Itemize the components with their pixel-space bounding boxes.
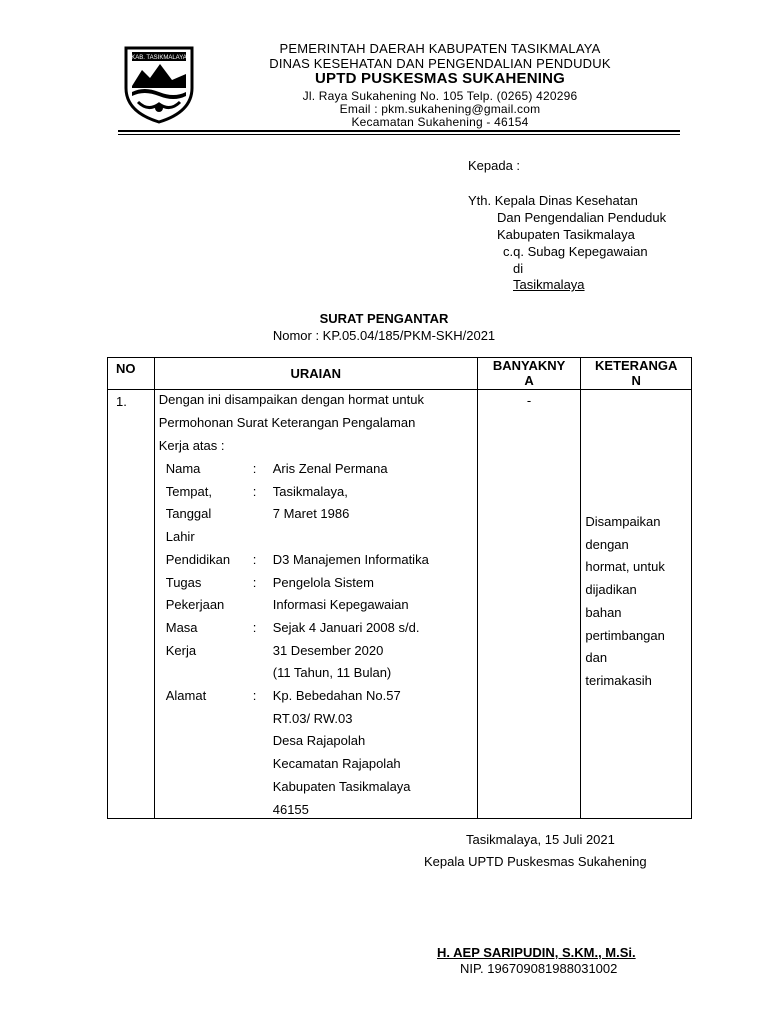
recipient-city: Tasikmalaya — [513, 277, 585, 292]
field-label: Masa — [165, 619, 198, 635]
row-number: 1. — [108, 390, 155, 819]
table-row — [108, 390, 692, 819]
row-uraian — [154, 390, 477, 819]
letter-heading: SURAT PENGANTAR — [319, 311, 449, 326]
header-uraian: URAIAN — [154, 358, 477, 390]
field-value: Kecamatan Rajapolah — [272, 756, 401, 772]
svg-text:KAB. TASIKMALAYA: KAB. TASIKMALAYA — [131, 55, 187, 61]
recipient-line2: Dan Pengendalian Penduduk — [497, 210, 667, 225]
field-colon: : — [252, 483, 257, 499]
field-value: RT.03/ RW.03 — [272, 710, 353, 726]
kop-district: Kecamatan Sukahening - 46154 — [351, 115, 529, 129]
recipient-line5: di — [513, 261, 524, 276]
field-colon: : — [252, 688, 257, 703]
field-label: Tugas — [165, 574, 202, 590]
field-label: Tanggal — [165, 506, 212, 522]
keterangan-line: dijadikan — [585, 582, 637, 598]
signer-position: Kepala UPTD Puskesmas Sukahening — [424, 854, 647, 869]
kop-rule-thick — [118, 130, 680, 132]
place-date: Tasikmalaya, 15 Juli 2021 — [466, 832, 615, 847]
letter-table — [107, 357, 692, 819]
uraian-intro-1: Dengan ini disampaikan dengan hormat untuk — [158, 392, 424, 407]
field-colon: : — [252, 574, 257, 590]
recipient-line4: c.q. Subag Kepegawaian — [503, 244, 648, 259]
uraian-intro-3: Kerja atas : — [158, 438, 225, 453]
keterangan-line: Disampaikan — [585, 514, 661, 529]
signer-name: H. AEP SARIPUDIN, S.KM., M.Si. — [437, 945, 636, 960]
row-keterangan — [581, 390, 692, 819]
header-no: NO — [108, 358, 155, 390]
keterangan-line: pertimbangan — [585, 627, 665, 643]
field-value: Kabupaten Tasikmalaya — [272, 778, 411, 794]
row-banyaknya: - — [477, 390, 581, 819]
kop-rule-thin — [118, 134, 680, 135]
field-label: Pendidikan — [165, 551, 231, 567]
recipient-yth: Yth. Kepala Dinas Kesehatan — [468, 193, 638, 208]
field-value: Sejak 4 Januari 2008 s/d. — [272, 619, 420, 635]
keterangan-line: dengan — [585, 536, 629, 552]
field-value: 7 Maret 1986 — [272, 506, 350, 522]
field-value: 46155 — [272, 801, 309, 817]
header-banyaknya: BANYAKNY A — [477, 358, 581, 390]
field-colon: : — [252, 619, 257, 635]
recipient-kepada: Kepada : — [468, 158, 521, 173]
signer-nip: NIP. 196709081988031002 — [460, 961, 618, 976]
field-value: Aris Zenal Permana — [272, 461, 388, 476]
field-colon: : — [252, 461, 257, 476]
field-label: Lahir — [165, 529, 195, 545]
kop-line-1: PEMERINTAH DAERAH KABUPATEN TASIKMALAYA — [279, 41, 601, 56]
field-value: Kp. Bebedahan No.57 — [272, 688, 401, 703]
field-colon: : — [252, 551, 257, 567]
field-value: (11 Tahun, 11 Bulan) — [272, 665, 392, 681]
table-header-row — [108, 358, 692, 390]
recipient-line3: Kabupaten Tasikmalaya — [497, 227, 635, 242]
field-label: Tempat, — [165, 483, 212, 499]
keterangan-line: bahan — [585, 604, 622, 620]
header-keterangan: KETERANGA N — [581, 358, 692, 390]
field-value: 31 Desember 2020 — [272, 642, 384, 658]
field-label: Nama — [165, 461, 201, 476]
field-value: Informasi Kepegawaian — [272, 597, 409, 613]
kop-email: Email : pkm.sukahening@gmail.com — [339, 102, 541, 116]
kop-line-2: DINAS KESEHATAN DAN PENGENDALIAN PENDUDUK — [269, 56, 611, 71]
regency-logo — [120, 40, 198, 124]
field-label: Alamat — [165, 688, 207, 703]
field-label: Kerja — [165, 642, 197, 658]
kop-address: Jl. Raya Sukahening No. 105 Telp. (0265) 420296 — [302, 89, 578, 103]
kop-title: UPTD PUSKESMAS SUKAHENING — [314, 70, 566, 87]
keterangan-line: hormat, untuk — [585, 559, 665, 575]
field-label: Pekerjaan — [165, 597, 225, 613]
field-value: Desa Rajapolah — [272, 733, 366, 749]
field-value: D3 Manajemen Informatika — [272, 551, 429, 567]
uraian-intro-2: Permohonan Surat Keterangan Pengalaman — [158, 415, 416, 430]
keterangan-line: dan — [585, 650, 608, 666]
letter-number: Nomor : KP.05.04/185/PKM-SKH/2021 — [272, 328, 496, 343]
field-value: Tasikmalaya, — [272, 483, 348, 499]
field-value: Pengelola Sistem — [272, 574, 374, 590]
keterangan-line: terimakasih — [585, 672, 652, 688]
